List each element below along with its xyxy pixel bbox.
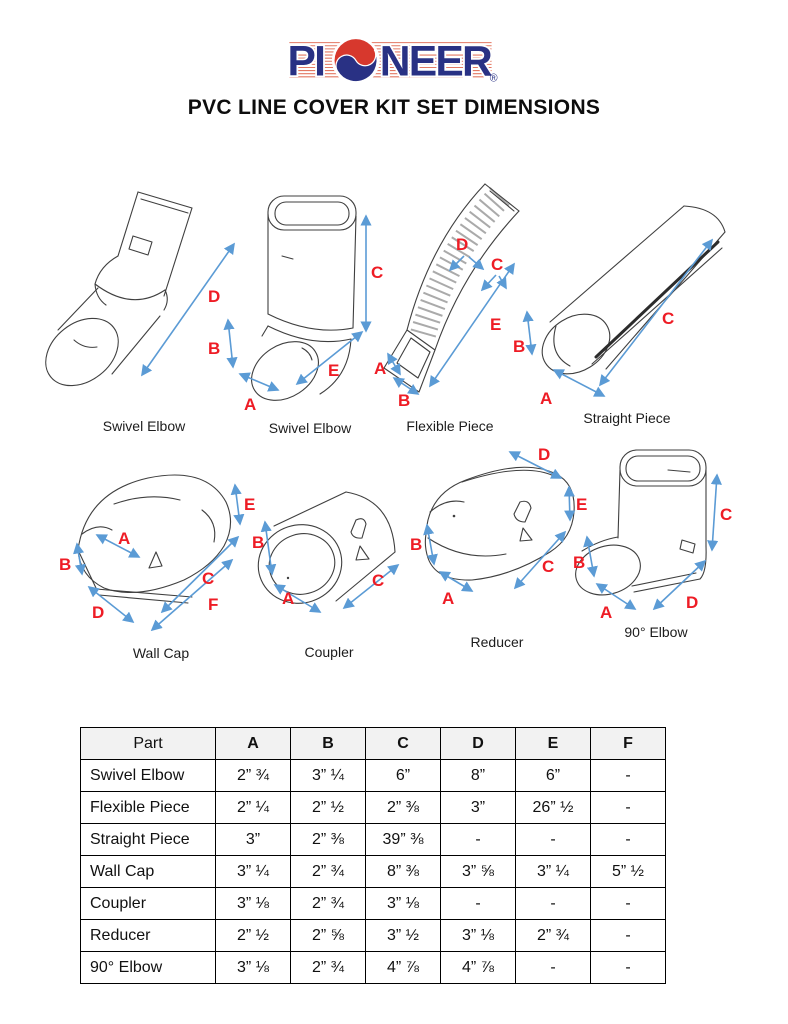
dim-value-cell: 2” ½	[216, 920, 291, 952]
dim-label-a: A	[282, 589, 295, 608]
figure-wall-cap	[52, 458, 270, 670]
dim-value-cell: -	[591, 920, 666, 952]
dim-label-a: A	[244, 395, 257, 414]
part-name-cell: Coupler	[81, 888, 216, 920]
flexible-piece-sketch	[372, 180, 528, 415]
figure-reducer	[402, 442, 592, 656]
dim-value-cell: -	[441, 888, 516, 920]
dim-label-c: C	[371, 263, 384, 282]
swivel-elbow-upright-sketch	[232, 186, 388, 418]
pioneer-logo-art	[285, 32, 503, 87]
dim-value-cell: 4” ⅞	[366, 952, 441, 984]
dim-value-cell: 8” ⅜	[366, 856, 441, 888]
flexible-piece-outline	[384, 184, 519, 392]
dim-value-cell: 4” ⅞	[441, 952, 516, 984]
figure-flexible-piece	[372, 180, 528, 442]
table-row	[81, 856, 666, 888]
dim-value-cell: 8”	[441, 760, 516, 792]
registered-trademark-icon: ®	[489, 72, 498, 85]
table-row	[81, 920, 666, 952]
dim-value-cell: 2” ⅜	[291, 824, 366, 856]
dim-label-b: B	[573, 553, 586, 572]
dim-label-d: D	[456, 235, 469, 254]
dim-value-cell: -	[591, 952, 666, 984]
column-header-c: C	[366, 728, 441, 760]
dim-value-cell: -	[591, 824, 666, 856]
dim-label-b: B	[252, 533, 265, 552]
figure-90-elbow	[568, 440, 744, 646]
dim-value-cell: -	[516, 888, 591, 920]
dim-value-cell: 2” ½	[291, 792, 366, 824]
figure-caption: Swivel Elbow	[268, 420, 352, 436]
part-name-cell: 90° Elbow	[81, 952, 216, 984]
dim-label-d: D	[686, 593, 699, 612]
dim-label-a: A	[442, 589, 455, 608]
coupler-outline	[248, 492, 395, 614]
column-header-d: D	[441, 728, 516, 760]
dim-label-f: F	[208, 595, 219, 614]
reducer-sketch	[402, 442, 592, 628]
dim-label-c: C	[542, 557, 555, 576]
dim-label-d: D	[92, 603, 105, 622]
dim-value-cell: 3” ¼	[216, 856, 291, 888]
part-name-cell: Swivel Elbow	[81, 760, 216, 792]
figure-caption: Coupler	[304, 644, 354, 660]
wall-cap-sketch	[52, 458, 270, 640]
dim-label-c: C	[372, 571, 385, 590]
dim-value-cell: 3” ¼	[516, 856, 591, 888]
column-header-a: A	[216, 728, 291, 760]
dim-value-cell: 2” ¾	[516, 920, 591, 952]
figure-caption: Flexible Piece	[406, 418, 494, 434]
dim-value-cell: -	[441, 824, 516, 856]
coupler-sketch	[248, 462, 410, 638]
dim-label-b: B	[59, 555, 72, 574]
dim-label-e: E	[490, 315, 502, 334]
dim-value-cell: 2” ¾	[291, 888, 366, 920]
straight-piece-sketch	[512, 186, 742, 408]
dim-value-cell: 6”	[366, 760, 441, 792]
dim-label-c: C	[720, 505, 733, 524]
dim-value-cell: 3”	[216, 824, 291, 856]
dim-value-cell: 3” ⅝	[441, 856, 516, 888]
dim-label-c: C	[491, 255, 504, 274]
table-row	[81, 792, 666, 824]
straight-piece-outline	[531, 206, 725, 386]
dim-value-cell: -	[516, 952, 591, 984]
dim-value-cell: 2” ¼	[216, 792, 291, 824]
dim-value-cell: 3” ⅛	[216, 952, 291, 984]
dimensions-table	[80, 727, 666, 984]
dim-label-a: A	[540, 389, 553, 408]
dim-value-cell: 2” ¾	[216, 760, 291, 792]
table-header-row	[81, 728, 666, 760]
part-name-cell: Reducer	[81, 920, 216, 952]
dim-value-cell: 2” ⅜	[366, 792, 441, 824]
column-header-part: Part	[81, 728, 216, 760]
swivel-elbow-angled-outline	[38, 192, 192, 399]
dim-label-e: E	[576, 495, 588, 514]
table-row	[81, 888, 666, 920]
figure-coupler	[248, 462, 410, 666]
90-elbow-sketch	[568, 440, 744, 620]
figure-caption: Swivel Elbow	[102, 418, 186, 434]
part-name-cell: Wall Cap	[81, 856, 216, 888]
page-title: PVC LINE COVER KIT SET DIMENSIONS	[187, 96, 601, 119]
logo-o-emblem-icon	[332, 36, 385, 87]
dim-value-cell: 3” ⅛	[366, 888, 441, 920]
dim-label-c: C	[662, 309, 675, 328]
dim-label-d: D	[538, 445, 551, 464]
dim-value-cell: -	[516, 824, 591, 856]
figure-caption: Reducer	[470, 634, 524, 650]
brand-text-left: PI	[287, 37, 325, 86]
dim-label-a: A	[374, 359, 387, 378]
figure-caption: 90° Elbow	[624, 624, 688, 640]
dim-value-cell: 5” ½	[591, 856, 666, 888]
figure-caption: Straight Piece	[583, 410, 671, 426]
figure-swivel-elbow-upright	[232, 186, 388, 442]
figure-swivel-elbow-angled	[38, 178, 250, 444]
dim-label-d: D	[208, 287, 221, 306]
dim-label-b: B	[513, 337, 526, 356]
column-header-e: E	[516, 728, 591, 760]
column-header-b: B	[291, 728, 366, 760]
dim-label-a: A	[118, 529, 131, 548]
dim-label-b: B	[208, 339, 221, 358]
table-row	[81, 824, 666, 856]
table-row	[81, 760, 666, 792]
dim-value-cell: 6”	[516, 760, 591, 792]
dim-label-b: B	[398, 391, 411, 410]
dim-value-cell: 3” ⅛	[441, 920, 516, 952]
dim-label-b: B	[410, 535, 423, 554]
pioneer-logo	[285, 32, 503, 92]
dim-value-cell: 2” ⅝	[291, 920, 366, 952]
dim-label-a: A	[600, 603, 613, 620]
table-row	[81, 952, 666, 984]
dim-value-cell: -	[591, 792, 666, 824]
swivel-elbow-angled-sketch	[38, 178, 250, 410]
dim-value-cell: 39” ⅜	[366, 824, 441, 856]
column-header-f: F	[591, 728, 666, 760]
figure-caption: Wall Cap	[132, 645, 190, 661]
dim-value-cell: 3” ½	[366, 920, 441, 952]
dim-value-cell: 2” ¾	[291, 952, 366, 984]
dim-value-cell: -	[591, 888, 666, 920]
dim-label-e: E	[244, 495, 256, 514]
dim-value-cell: 2” ¾	[291, 856, 366, 888]
dim-value-cell: 3” ⅛	[216, 888, 291, 920]
part-name-cell: Straight Piece	[81, 824, 216, 856]
dim-label-e: E	[328, 361, 340, 380]
brand-text-right: NEER	[379, 37, 492, 86]
dim-value-cell: 3”	[441, 792, 516, 824]
dim-label-c: C	[202, 569, 215, 588]
dim-value-cell: 26” ½	[516, 792, 591, 824]
part-name-cell: Flexible Piece	[81, 792, 216, 824]
dim-arrows	[240, 216, 366, 390]
dim-value-cell: -	[591, 760, 666, 792]
figure-straight-piece	[512, 186, 742, 432]
dim-value-cell: 3” ¼	[291, 760, 366, 792]
